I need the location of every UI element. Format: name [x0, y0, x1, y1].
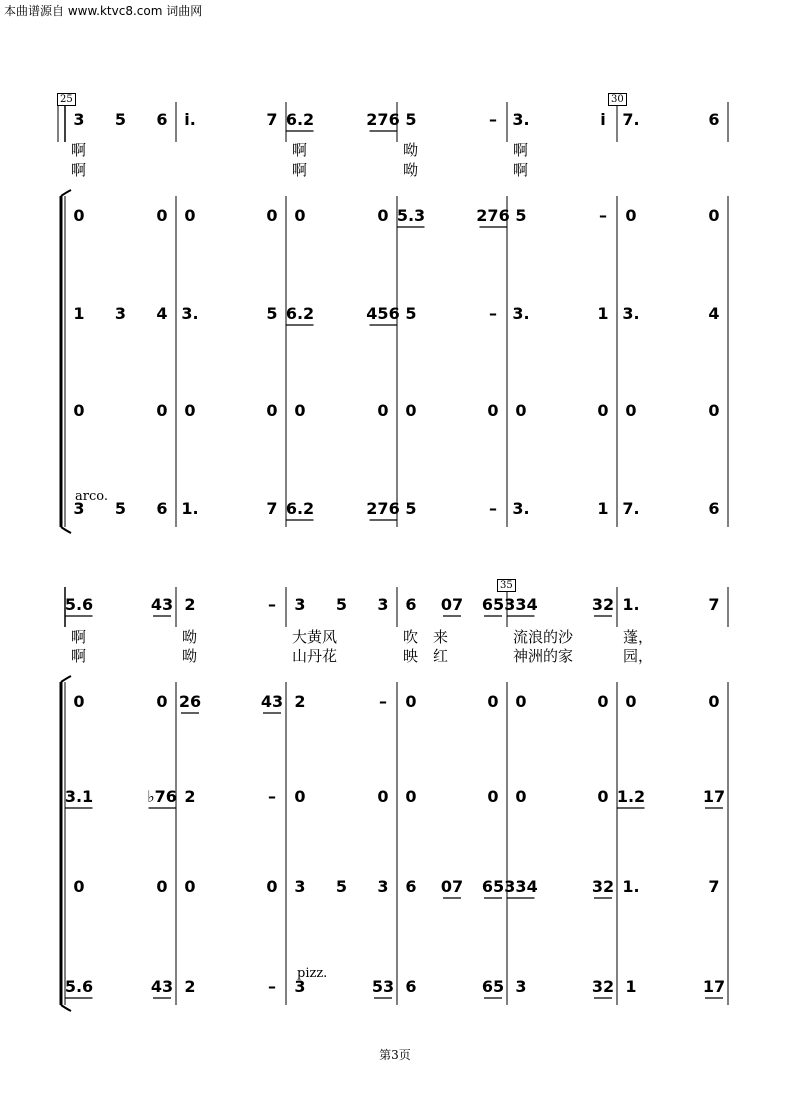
measure-number: 25 [57, 93, 76, 106]
note-group: 0 [377, 206, 389, 225]
note-group: 276 [366, 499, 400, 518]
note-group: 6.2 [285, 499, 315, 518]
performance-mark: pizz. [297, 966, 328, 981]
note-group: 5.3 [396, 206, 426, 225]
note-group: 7 [266, 110, 278, 129]
note-group: – [599, 206, 607, 225]
note-group: 7 [708, 877, 720, 896]
note-group: 1 [625, 977, 637, 996]
performance-mark: arco. [75, 489, 108, 504]
note-group: 0 [515, 787, 527, 806]
note-group: 0 [184, 206, 196, 225]
note-group: 1 [597, 499, 609, 518]
note-group: 0 [73, 692, 85, 711]
note-group: 5 [266, 304, 278, 323]
note-group: 7 [708, 595, 720, 614]
note-group: 0 [156, 692, 168, 711]
note-group: 3.1 [64, 787, 94, 806]
note-group: 6 [708, 499, 720, 518]
note-group: 0 [405, 787, 417, 806]
note-group: 26 [178, 692, 202, 711]
note-group: 4 [708, 304, 720, 323]
lyric: 大黄风 [292, 628, 338, 646]
note-group: – [379, 692, 387, 711]
note-group: 0 [377, 401, 389, 420]
note-group: 0 [708, 692, 720, 711]
note-group: 0 [184, 401, 196, 420]
note-group: 2 [184, 787, 196, 806]
note-group: 0 [515, 401, 527, 420]
note-group: – [489, 304, 497, 323]
note-group: 32 [591, 595, 615, 614]
note-group: 0 [266, 206, 278, 225]
note-group: 32 [591, 877, 615, 896]
note-group: 0 [184, 877, 196, 896]
note-group: 17 [702, 787, 726, 806]
note-group: 0 [597, 692, 609, 711]
note-group: 6.2 [285, 304, 315, 323]
note-group: 65 [481, 977, 505, 996]
lyric: 呦 [403, 161, 419, 179]
lyric: 啊 [71, 161, 87, 179]
note-group: 3 [377, 595, 389, 614]
lyric: 啊 [292, 161, 308, 179]
note-group: 0 [377, 787, 389, 806]
note-group: 6 [405, 595, 417, 614]
note-group: 43 [150, 595, 174, 614]
note-group: – [489, 110, 497, 129]
note-group: 0 [266, 877, 278, 896]
note-group: 334 [504, 877, 538, 896]
note-group: 3 [294, 977, 306, 996]
note-group: ♭76 [147, 787, 177, 806]
note-group: 3 [73, 110, 85, 129]
lyric: 啊 [71, 628, 87, 646]
note-group: 0 [625, 206, 637, 225]
note-group: i. [184, 110, 196, 129]
note-group: 0 [266, 401, 278, 420]
note-group: 0 [487, 692, 499, 711]
lyric: 映 红 [403, 647, 449, 665]
note-group: 5 [335, 877, 348, 896]
note-group: 43 [260, 692, 284, 711]
note-group: 6 [156, 110, 168, 129]
note-group: 0 [405, 401, 417, 420]
note-group: 0 [294, 206, 306, 225]
note-group: – [268, 787, 276, 806]
page-number: 第3页 [379, 1048, 411, 1062]
note-group: 5 [335, 595, 348, 614]
lyric: 呦 [182, 628, 198, 646]
note-group: 3 [114, 304, 127, 323]
lyric: 啊 [513, 161, 529, 179]
lyric: 流浪的沙 [513, 628, 574, 646]
note-group: i [600, 110, 606, 129]
note-group: 5.6 [64, 977, 94, 996]
note-group: 0 [294, 787, 306, 806]
note-group: 0 [625, 692, 637, 711]
note-group: 2 [184, 595, 196, 614]
lyric: 啊 [71, 647, 87, 665]
note-group: 53 [371, 977, 395, 996]
measure-number: 35 [497, 579, 516, 592]
note-group: 0 [73, 877, 85, 896]
note-group: 0 [156, 401, 168, 420]
note-group: 5 [405, 499, 417, 518]
note-group: 0 [73, 401, 85, 420]
note-group: 0 [156, 877, 168, 896]
note-group: 4 [156, 304, 168, 323]
lyric: 啊 [513, 141, 529, 159]
note-group: 2 [294, 692, 306, 711]
note-group: 5 [515, 206, 527, 225]
note-group: 65 [481, 595, 505, 614]
note-group: 6 [156, 499, 168, 518]
note-group: 6 [405, 977, 417, 996]
note-group: 1. [622, 877, 640, 896]
note-group: 0 [597, 787, 609, 806]
note-group: 7 [266, 499, 278, 518]
note-group: 0 [708, 401, 720, 420]
note-group: 5 [114, 499, 127, 518]
lyric: 啊 [71, 141, 87, 159]
note-group: 1. [181, 499, 199, 518]
note-group: 3 [73, 499, 85, 518]
note-group: 3 [515, 977, 527, 996]
note-group: 0 [294, 401, 306, 420]
note-group: 0 [405, 692, 417, 711]
note-group: 0 [625, 401, 637, 420]
note-group: 0 [515, 692, 527, 711]
note-group: 43 [150, 977, 174, 996]
note-group: 3. [512, 304, 530, 323]
lyric: 吹 来 [403, 628, 449, 646]
note-group: 6 [405, 877, 417, 896]
note-group: 0 [597, 401, 609, 420]
note-group: 0 [73, 206, 85, 225]
note-group: 7. [622, 110, 640, 129]
note-group: 65 [481, 877, 505, 896]
note-group: 6.2 [285, 110, 315, 129]
note-group: 3. [512, 110, 530, 129]
note-group: 7. [622, 499, 640, 518]
note-group: 1 [73, 304, 85, 323]
note-group: 17 [702, 977, 726, 996]
note-group: 32 [591, 977, 615, 996]
lyric: 山丹花 [292, 647, 338, 665]
note-group: 5 [405, 304, 417, 323]
note-group: 07 [440, 595, 464, 614]
lyric: 园， [623, 647, 654, 665]
note-group: 2 [184, 977, 196, 996]
note-group: 0 [487, 787, 499, 806]
note-group: 334 [504, 595, 538, 614]
note-group: 3 [294, 877, 306, 896]
note-group: 3 [294, 595, 306, 614]
lyric: 呦 [403, 141, 419, 159]
note-group: 5.6 [64, 595, 94, 614]
note-group: 3 [377, 877, 389, 896]
note-group: 07 [440, 877, 464, 896]
source-header: 本曲谱源自 www.ktvc8.com 词曲网 [4, 4, 203, 18]
note-group: 1.2 [616, 787, 646, 806]
note-group: 5 [405, 110, 417, 129]
note-group: 3. [181, 304, 199, 323]
note-group: 1. [622, 595, 640, 614]
note-group: – [489, 499, 497, 518]
note-group: – [268, 595, 276, 614]
note-group: – [268, 977, 276, 996]
lyric: 神洲的家 [513, 647, 574, 665]
lyric: 蓬， [623, 628, 654, 646]
measure-number: 30 [608, 93, 627, 106]
note-group: 0 [708, 206, 720, 225]
note-group: 5 [114, 110, 127, 129]
note-group: 6 [708, 110, 720, 129]
note-group: 3. [512, 499, 530, 518]
note-group: 276 [476, 206, 510, 225]
note-group: 456 [366, 304, 400, 323]
note-group: 276 [366, 110, 400, 129]
lyric: 呦 [182, 647, 198, 665]
note-group: 3. [622, 304, 640, 323]
note-group: 0 [487, 401, 499, 420]
note-group: 0 [156, 206, 168, 225]
lyric: 啊 [292, 141, 308, 159]
note-group: 1 [597, 304, 609, 323]
